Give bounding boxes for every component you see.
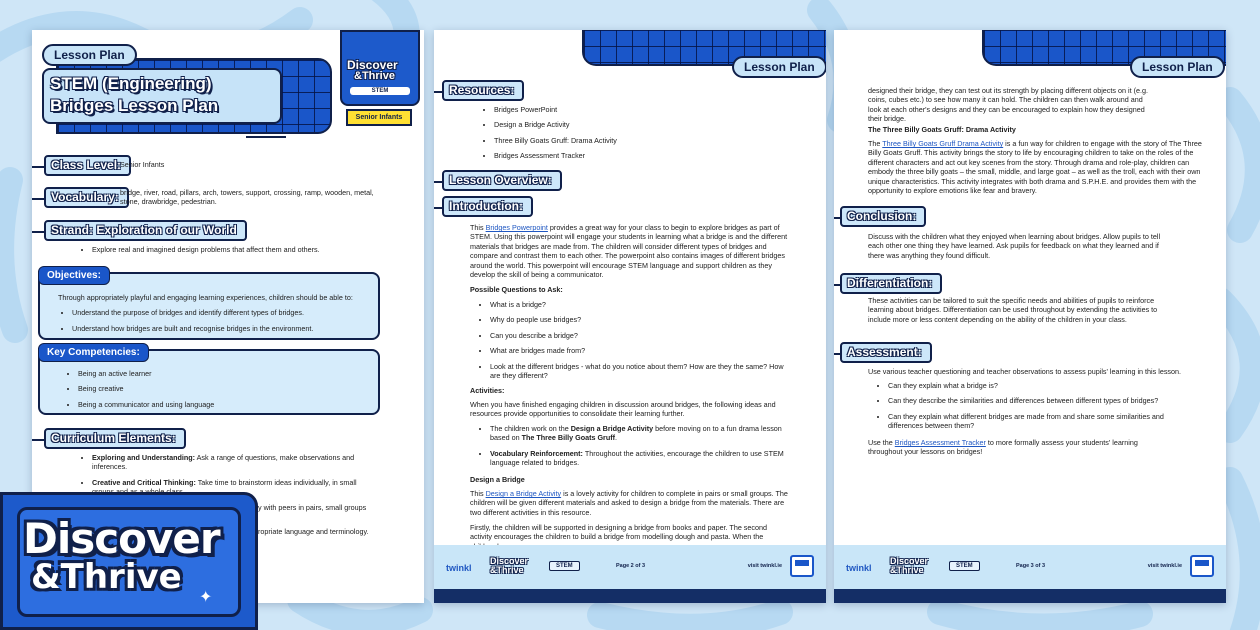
list-item: • What is a bridge? (490, 300, 786, 309)
list-item: • Being an active learner (78, 369, 364, 378)
twinkl-logo: twinkl (846, 563, 872, 573)
assessment-tracker-link[interactable]: Bridges Assessment Tracker (894, 438, 986, 447)
logo-text-1: Discover (347, 58, 398, 72)
resources-header: Resources: (442, 80, 524, 101)
differentiation-header: Differentiation: (840, 273, 942, 294)
continued-text: designed their bridge, they can test out its strength by placing different objects on it (e.g. coins, cubes etc.) to see how many it can hold. The children can then walk around and look at each other's designs and they can be encouraged to explain how they designed their bridge. (868, 86, 1148, 124)
lesson-plan-pill: Lesson Plan (42, 44, 137, 66)
competencies-list (64, 369, 364, 415)
title-dashes (246, 136, 286, 138)
list-item: • Can they explain what a bridge is? (888, 381, 1174, 390)
list-item: • Exploring and Understanding: Ask a range of questions, make observations and inferences. (92, 453, 368, 472)
level-badge: Senior Infants (346, 109, 412, 126)
footer-stem-tag: STEM (549, 561, 580, 571)
discover-thrive-big-logo (0, 492, 258, 630)
page-number: Page 2 of 3 (616, 563, 646, 569)
page-2 (434, 30, 826, 603)
big-logo-line-2: &Thrive (31, 557, 182, 597)
strand-header: Strand: Exploration of our World (44, 220, 247, 241)
assessment-list (874, 381, 1174, 437)
objectives-intro: Through appropriately playful and engaging learning experiences, children should be able to: (58, 293, 353, 302)
class-level-value: Senior Infants (120, 160, 165, 169)
footer-stem-tag: STEM (949, 561, 980, 571)
list-item: • Can they describe the similarities and differences between different types of bridges? (888, 396, 1174, 405)
goats-text: The Three Billy Goats Gruff Drama Activity is a fun way for children to engage with the story of The Three Billy Goats Gruff. This activity brings the story to life by encouraging children to take on the roles of the different characters and act out key scenes from the story. Through drama and role-play, children can embody the three billy goats – the small, middle, and large goat – as well as the troll, each with their own unique characteristics. This activity integrates with both drama and S.P.H.E. and provides them with the opportunity to explore emotions like fear and bravery. (868, 139, 1202, 196)
list-item: • Bridges Assessment Tracker (494, 151, 780, 160)
list-item: • What are bridges made from? (490, 346, 786, 355)
twinkl-logo: twinkl (446, 563, 472, 573)
logo-stem-tag: STEM (350, 87, 410, 95)
list-item: • Being creative (78, 384, 364, 393)
objectives-label: Objectives: (38, 266, 110, 285)
footer-band (434, 589, 826, 603)
big-logo-line-1: Discover (23, 514, 220, 563)
key-competencies-label: Key Competencies: (38, 343, 149, 362)
bridges-powerpoint-link[interactable]: Bridges Powerpoint (485, 223, 548, 232)
differentiation-text: These activities can be tailored to suit the specific needs and abilities of pupils to reinforce learning about bridges. Differentiation can be used throughout by extending the activities to include more or less content depending on the ability of the children in your class. (868, 296, 1158, 324)
introduction-header: Introduction: (442, 196, 533, 217)
conclusion-text: Discuss with the children what they enjoyed when learning about bridges. Allow pupils to tell each other one thing they have learned. Ask pupils for feedback on what they learned and if there was anything they found difficult. (868, 232, 1161, 260)
list-item: • Creative and Critical Thinking: Take time to brainstorm ideas individually, in small (92, 478, 368, 497)
page-title-line-1: STEM (Engineering) (50, 74, 212, 93)
class-level-header: Class Level: (44, 155, 131, 176)
list-item: • Bridges PowerPoint (494, 105, 780, 114)
list-item: • Explore real and imagined design problems that affect them and others. (92, 245, 408, 254)
conclusion-header: Conclusion: (840, 206, 926, 227)
introduction-text: This Bridges Powerpoint provides a great way for your class to begin to explore bridges as part of STEM. Using this powerpoint will engage your students in learning what a bridge is and the different materials that bridges are made from. The children will consider different types of bridges and compare and contrast them to each other. The powerpoint also contains images of different bridges around the world. This powerpoint will encourage STEM language and support children as they develop the skill of being a communicator. (470, 223, 788, 280)
page-footer (434, 545, 826, 603)
design-bridge-link[interactable]: Design a Bridge Activity (485, 489, 562, 498)
list-item: • Vocabulary Reinforcement: Throughout the activities, encourage the children to use STEM language related to bridges. (490, 449, 788, 468)
footer-logo: Discover &Thrive (890, 556, 929, 575)
assessment-intro: Use various teacher questioning and teacher observations to assess pupils' learning in this lesson. (868, 367, 1182, 376)
goats-label: The Three Billy Goats Gruff: Drama Activity (868, 125, 1016, 134)
questions-label: Possible Questions to Ask: (470, 285, 563, 294)
footer-logo: Discover &Thrive (490, 556, 529, 575)
activities-label: Activities: (470, 386, 505, 395)
page-footer (834, 545, 1226, 603)
list-item: • Three Billy Goats Gruff: Drama Activity (494, 136, 780, 145)
curriculum-partial-3: y with peers in pairs, small groups (258, 503, 367, 512)
visit-link[interactable]: visit twinkl.ie (747, 563, 782, 569)
lesson-plan-pill: Lesson Plan (732, 56, 826, 78)
assessment-header: Assessment: (840, 342, 932, 363)
list-item: • Being a communicator and using language (78, 400, 364, 409)
goats-drama-link[interactable]: Three Billy Goats Gruff Drama Activity (882, 139, 1004, 148)
page-number: Page 3 of 3 (1016, 563, 1046, 569)
activities-list (476, 424, 788, 474)
list-item: • Can you describe a bridge? (490, 331, 786, 340)
list-item: • Understand how bridges are built and recognise bridges in the environment. (72, 324, 378, 333)
questions-list (476, 300, 786, 386)
activities-text: When you have finished engaging children in discussion around bridges, the following ideas and resources provide opportunities to consolidate their learning further. (470, 400, 776, 419)
resources-list (480, 105, 780, 167)
objectives-content (58, 293, 378, 339)
strand-list (78, 245, 408, 260)
twinkl-badge-icon (1190, 555, 1214, 577)
curriculum-partial-4: ropriate language and terminology. (258, 527, 369, 536)
design-label: Design a Bridge (470, 475, 525, 484)
design-text-2: Firstly, the children will be supported in designing a bridge from books and paper. The second activity encourages the children to build a bridge from modelling dough and pasta. When the (470, 523, 767, 542)
lesson-overview-header: Lesson Overview: (442, 170, 562, 191)
lesson-plan-pill: Lesson Plan (1130, 56, 1225, 78)
logo-text-2: &Thrive (354, 70, 395, 82)
list-item: • Can they explain what different bridges are made from and share some similarities and differences between them? (888, 412, 1174, 431)
list-item: • Look at the different bridges - what do you notice about them? How are they the same? How are they different? (490, 362, 786, 381)
page-3 (834, 30, 1226, 603)
list-item: • Design a Bridge Activity (494, 120, 780, 129)
page-title-line-2: Bridges Lesson Plan (50, 96, 219, 115)
vocabulary-header: Vocabulary: (44, 187, 129, 208)
sparkle-icon: ✦ (199, 589, 213, 606)
curriculum-elements-header: Curriculum Elements: (44, 428, 186, 449)
visit-link[interactable]: visit twinkl.ie (1147, 563, 1182, 569)
list-item: • The children work on the Design a Bridge Activity before moving on to a fun drama lesson based on The Three Billy Goats Gruff. (490, 424, 788, 443)
assessment-end: Use the Bridges Assessment Tracker to more formally assess your students' learning throughout your lessons on bridges! (868, 438, 1138, 457)
list-item: • Why do people use bridges? (490, 315, 786, 324)
twinkl-badge-icon (790, 555, 814, 577)
vocabulary-value: bridge, river, road, pillars, arch, towers, support, crossing, ramp, wooden, metal, stone, drawbridge, pedestrian. (120, 188, 374, 207)
footer-band (834, 589, 1226, 603)
design-text: This Design a Bridge Activity is a lovely activity for children to complete in pairs or small groups. The children will be given different materials and asked to design a bridge from the materials. There are two different activities in this resource. (470, 489, 788, 517)
discover-thrive-logo (340, 30, 420, 106)
list-item: • Understand the purpose of bridges and identify different types of bridges. (72, 308, 378, 317)
